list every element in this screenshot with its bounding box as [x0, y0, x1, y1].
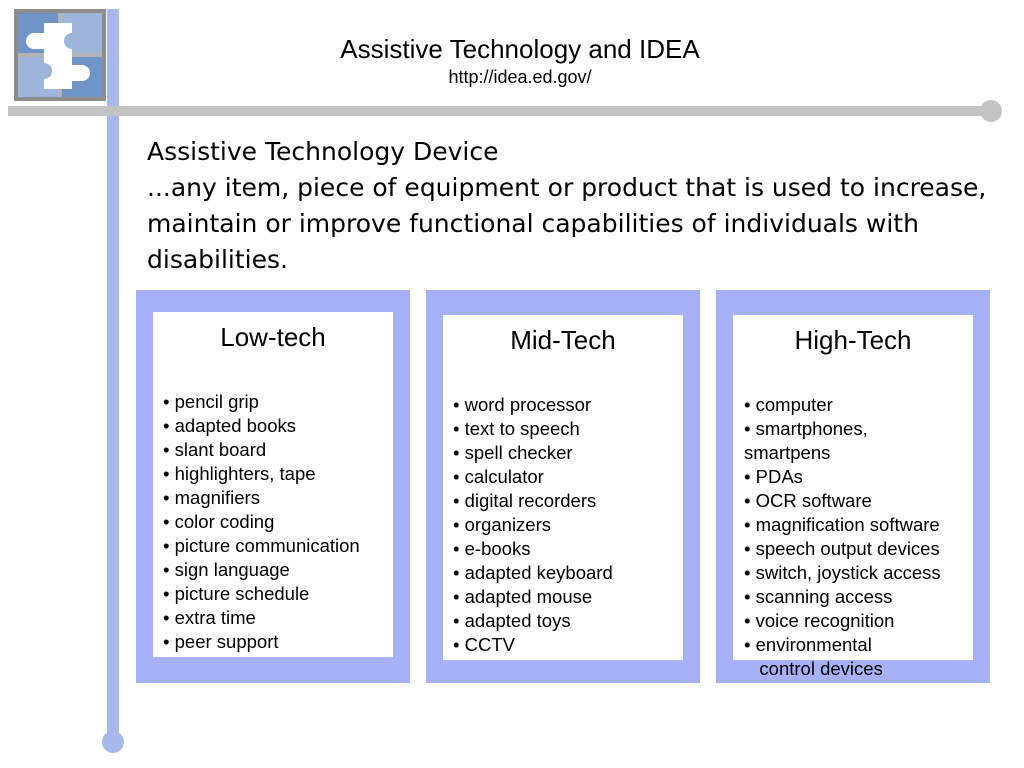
list-item: control devices: [759, 658, 883, 679]
list-item: • color coding: [163, 511, 275, 532]
list-item: • speech output devices: [744, 538, 940, 559]
list-item: • CCTV: [453, 634, 515, 655]
list-item: • calculator: [453, 466, 544, 487]
definition-text: ...any item, piece of equipment or product that is used to increase, maintain or improve functional capabilities of individuals with disabilities.: [147, 173, 987, 274]
source-url: http://idea.ed.gov/: [448, 67, 592, 87]
list-item: • adapted keyboard: [453, 562, 613, 583]
list-item: • organizers: [453, 514, 552, 535]
list-item: • adapted books: [163, 415, 297, 436]
vertical-accent-bar: [107, 9, 119, 735]
list-item: • slant board: [163, 439, 267, 460]
list-item: • adapted mouse: [453, 586, 593, 607]
list-item: • highlighters, tape: [163, 463, 316, 484]
list-item: • PDAs: [744, 466, 803, 487]
list-item: • magnifiers: [163, 487, 260, 508]
mid-tech-title: Mid-Tech: [510, 325, 616, 355]
list-item: • picture communication: [163, 535, 360, 556]
list-item: • OCR software: [744, 490, 872, 511]
low-tech-title: Low-tech: [220, 322, 326, 352]
list-item: • computer: [744, 394, 833, 415]
list-item: • sign language: [163, 559, 290, 580]
high-tech-list: [744, 393, 941, 681]
list-item: • word processor: [453, 394, 592, 415]
list-item: • extra time: [163, 607, 256, 628]
vertical-bar-end-dot: [102, 731, 124, 753]
definition-title: Assistive Technology Device: [147, 137, 499, 166]
list-item: • environmental: [744, 634, 872, 655]
list-item: • peer support: [163, 631, 279, 652]
list-item: • switch, joystick access: [744, 562, 941, 583]
list-item: • magnification software: [744, 514, 940, 535]
horizontal-bar-end-dot: [980, 100, 1002, 122]
mid-tech-list: [453, 393, 613, 657]
page-title: Assistive Technology and IDEA: [340, 34, 700, 64]
list-item: • adapted toys: [453, 610, 571, 631]
list-item: • picture schedule: [163, 583, 310, 604]
list-item: • smartphones,: [744, 418, 868, 439]
list-item: • digital recorders: [453, 490, 597, 511]
list-item: • scanning access: [744, 586, 893, 607]
list-item: • text to speech: [453, 418, 580, 439]
horizontal-divider-bar: [8, 106, 992, 116]
low-tech-list: [163, 390, 360, 654]
list-item: • spell checker: [453, 442, 573, 463]
high-tech-title: High-Tech: [794, 325, 912, 355]
list-item: • voice recognition: [744, 610, 895, 631]
list-item: • pencil grip: [163, 391, 259, 412]
list-item: • e-books: [453, 538, 531, 559]
list-item: smartpens: [744, 442, 831, 463]
puzzle-logo-icon: [14, 9, 106, 101]
